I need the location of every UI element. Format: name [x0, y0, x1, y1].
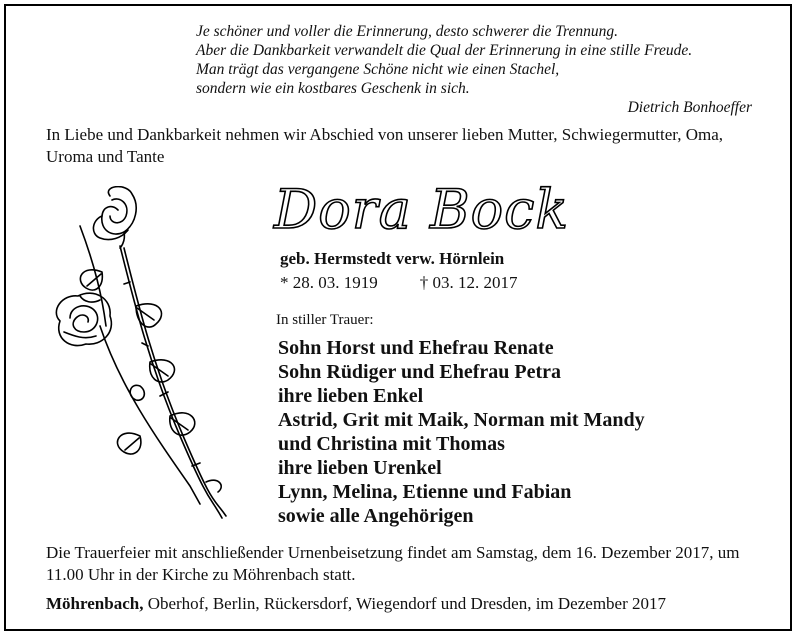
birth-date: * 28. 03. 1919 — [280, 273, 378, 292]
rose-illustration — [40, 186, 240, 526]
main-place: Möhrenbach, — [46, 594, 144, 613]
mourner-line: ihre lieben Enkel — [278, 385, 424, 407]
quote-line: Man trägt das vergangene Schöne nicht wie einen Stachel, — [196, 61, 560, 78]
life-dates — [280, 273, 518, 293]
deceased-name: Dora Bock — [274, 178, 570, 241]
quote-author: Dietrich Bonhoeffer — [627, 99, 752, 116]
mourner-line: ihre lieben Urenkel — [278, 457, 442, 479]
mourning-label: In stiller Trauer: — [276, 312, 374, 328]
intro-text: In Liebe und Dankbarkeit nehmen wir Abschied von unserer lieben Mutter, Schwiegermutter, Oma, Uroma und Tante — [46, 125, 724, 166]
quote-line: sondern wie ein kostbares Geschenk in sich. — [196, 80, 470, 97]
other-places: Oberhof, Berlin, Rückersdorf, Wiegendorf und Dresden, im Dezember 2017 — [143, 594, 666, 613]
mourners-list — [278, 336, 645, 528]
places-date-line — [46, 594, 666, 614]
mourner-line: und Christina mit Thomas — [278, 433, 505, 455]
death-date: † 03. 12. 2017 — [419, 273, 518, 292]
mourner-line: sowie alle Angehörigen — [278, 505, 474, 527]
mourner-line: Lynn, Melina, Etienne und Fabian — [278, 481, 572, 503]
mourner-line: Sohn Horst und Ehefrau Renate — [278, 337, 554, 359]
mourner-line: Sohn Rüdiger und Ehefrau Petra — [278, 361, 562, 383]
birth-name: geb. Hermstedt verw. Hörnlein — [280, 249, 505, 268]
bonhoeffer-quote — [196, 22, 756, 117]
mourner-line: Astrid, Grit mit Maik, Norman mit Mandy — [278, 409, 645, 431]
quote-line: Je schöner und voller die Erinnerung, desto schwerer die Trennung. — [196, 23, 619, 40]
funeral-service-text: Die Trauerfeier mit anschließender Urnenbeisetzung findet am Samstag, dem 16. Dezember 2017, um 11.00 Uhr in der Kirche zu Möhrenbach statt. — [46, 543, 740, 584]
quote-line: Aber die Dankbarkeit verwandelt die Qual der Erinnerung in eine stille Freude. — [196, 42, 693, 59]
